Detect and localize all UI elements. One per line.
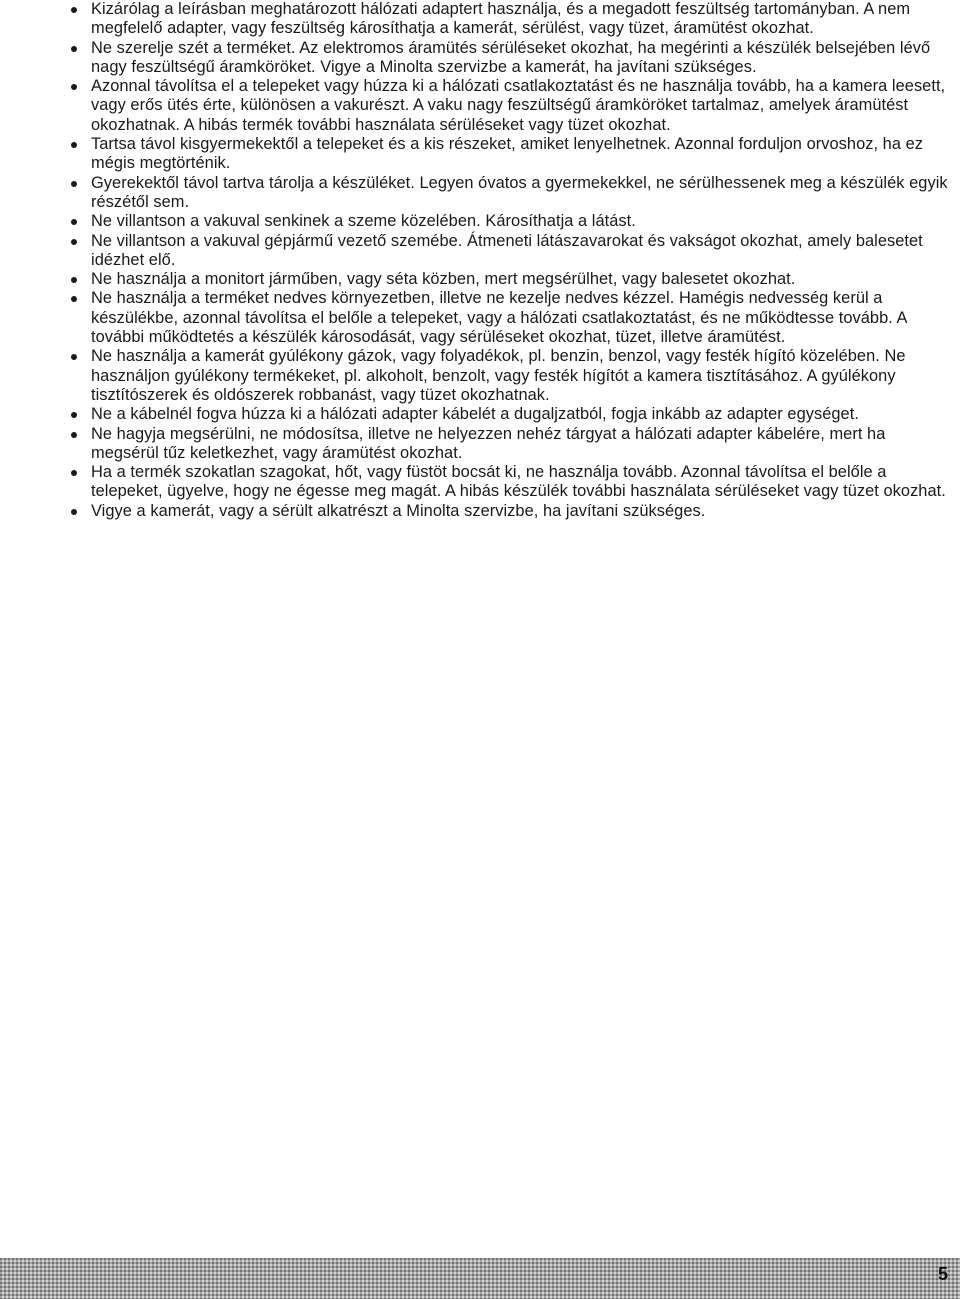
list-item [70,174,948,213]
list-item-text: Ne szerelje szét a terméket. Az elektromos áramütés sérüléseket okozhat, ha megérinti a készülék belsejében lévő nagy feszültségű áramköröket. Vigye a Minolta szervizbe a kamerát, ha javítani szükséges. [91,38,931,76]
bullet-icon [71,46,77,52]
list-item [70,347,948,405]
list-item [70,463,948,502]
bullet-icon [71,84,77,90]
bullet-icon [71,354,77,360]
list-item [70,289,948,347]
bullet-icon [71,239,77,245]
page-number: 5 [937,1264,948,1284]
list-item-text: Azonnal távolítsa el a telepeket vagy húzza ki a hálózati csatlakoztatást és ne használja tovább, ha a kamera leesett, vagy erős ütés érte, különösen a vakurészt. A vaku nagy feszültségű áramköröket tartalmaz, amelyek áramütést okozhatnak. A hibás termék további használata sérüléseket vagy tüzet okozhat. [91,77,946,134]
warning-list [70,0,948,521]
safety-warnings [70,0,948,521]
bullet-icon [71,181,77,187]
list-item-text: Ne villantson a vakuval senkinek a szeme közelében. Károsíthatja a látást. [91,212,636,231]
list-item-text: Ne a kábelnél fogva húzza ki a hálózati adapter kábelét a dugaljzatból, fogja inkább az adapter egységet. [91,405,859,424]
bullet-icon [71,296,77,302]
list-item [70,502,948,521]
bullet-icon [71,277,77,283]
bullet-icon [71,219,77,225]
list-item-text: Ne használja a monitort járműben, vagy séta közben, mert megsérülhet, vagy balesetet okozhat. [91,270,796,289]
list-item-text: Ne villantson a vakuval gépjármű vezető szemébe. Átmeneti látászavarokat és vakságot okozhat, amely balesetet idézhet elő. [91,231,923,269]
bullet-icon [71,7,77,13]
bullet-icon [71,412,77,418]
bullet-icon [71,142,77,148]
list-item [70,212,948,231]
list-item-text: Ne használja a terméket nedves környezetben, illetve ne kezelje nedves kézzel. Hamégis nedvesség kerül a készülékbe, azonnal távolítsa el belőle a telepeket, vagy a hálózati csatlakoztatást, és ne működtesse tovább. A további működtetés a készülék károsodását, vagy sérüléseket okozhat, tüzet, illetve áramütést. [91,289,907,347]
list-item [70,425,948,464]
list-item-text: Gyerekektől távol tartva tárolja a készüléket. Legyen óvatos a gyermekekkel, ne sérülhessenek meg a készülék egyik részétől sem. [91,173,948,211]
list-item [70,135,948,174]
bullet-icon [71,470,77,476]
list-item-text: Ne hagyja megsérülni, ne módosítsa, illetve ne helyezzen nehéz tárgyat a hálózati adapter kábelére, mert ha megsérül tűz keletkezhet, vagy áramütést okozhat. [91,424,886,462]
list-item [70,39,948,78]
list-item-text: Ha a termék szokatlan szagokat, hőt, vagy füstöt bocsát ki, ne használja tovább. Azonnal távolítsa el belőle a telepeket, ügyelve, hogy ne égesse meg magát. A hibás készülék további használata sérüléseket vagy tüzet okozhat. [91,463,946,501]
list-item [70,270,948,289]
list-item [70,405,948,424]
list-item [70,77,948,135]
footer-band [0,1258,960,1299]
list-item-text: Tartsa távol kisgyermekektől a telepeket és a kis részeket, amiket lenyelhetnek. Azonnal forduljon orvoshoz, ha ez mégis megtörténik. [91,135,924,173]
bullet-icon [71,432,77,438]
list-item [70,0,948,39]
list-item-text: Kizárólag a leírásban meghatározott hálózati adaptert használja, és a megadott feszültség tartományban. A nem megfelelő adapter, vagy feszültség károsíthatja a kamerát, sérülést, vagy tüzet, áramütést okozhat. [91,0,911,38]
list-item-text: Vigye a kamerát, vagy a sérült alkatrészt a Minolta szervizbe, ha javítani szükséges. [91,501,706,520]
list-item [70,232,948,271]
list-item-text: Ne használja a kamerát gyúlékony gázok, vagy folyadékok, pl. benzin, benzol, vagy festék hígító közelében. Ne használjon gyúlékony termékeket, pl. alkoholt, benzolt, vagy festék hígítót a kamera tisztításához. A gyúlékony tisztítószerek és oldószerek robbanást, vagy tüzet okozhatnak. [91,347,906,404]
bullet-icon [71,509,77,515]
